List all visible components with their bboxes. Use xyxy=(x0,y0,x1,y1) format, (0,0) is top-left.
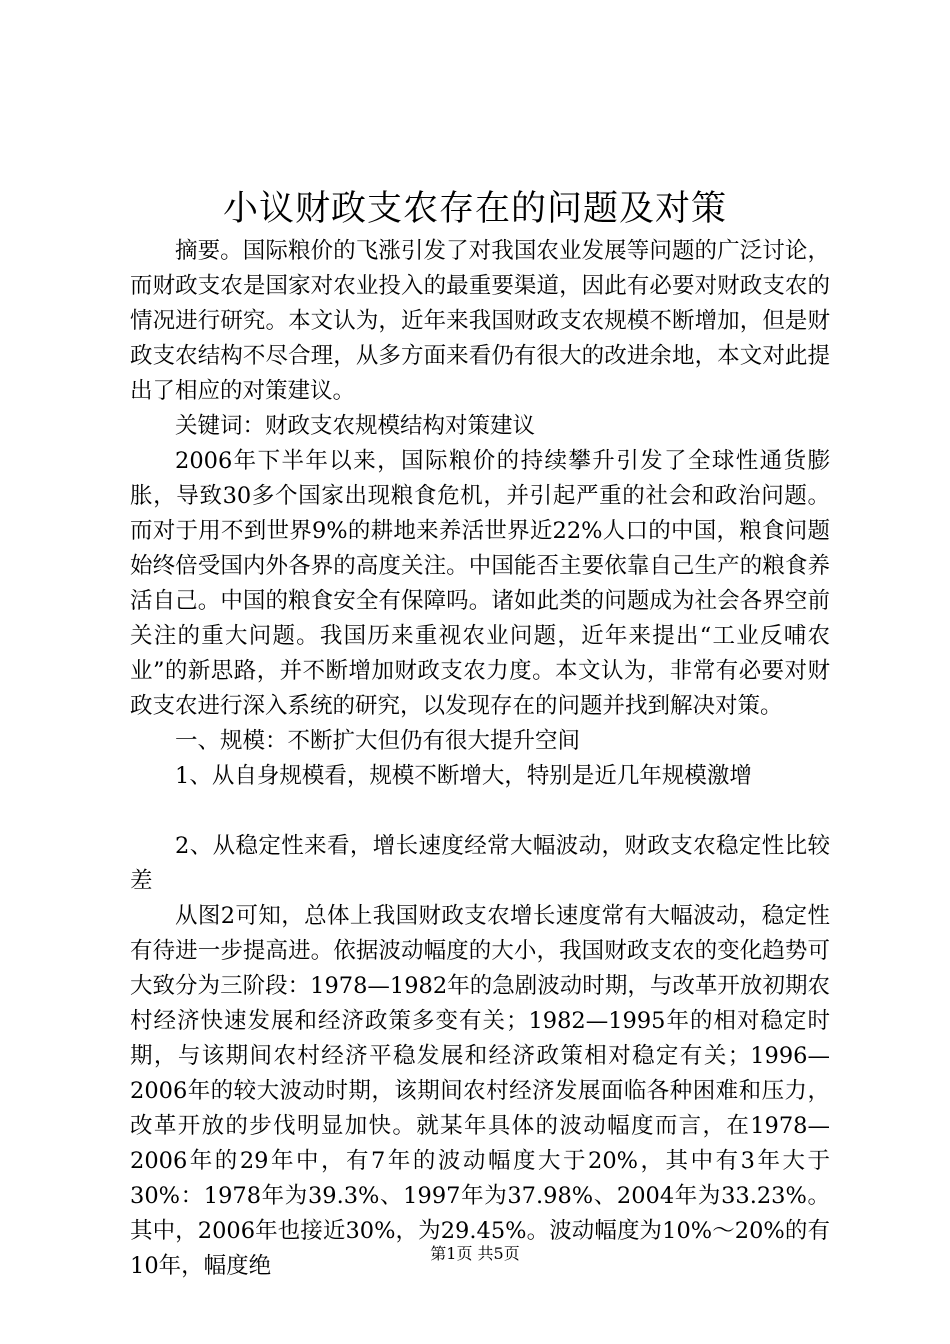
intro-paragraph: 2006年下半年以来，国际粮价的持续攀升引发了全球性通货膨胀，导致30多个国家出现粮食危机，并引起严重的社会和政治问题。而对于用不到世界9%的耕地来养活世界近22%人口的中国，粮食问题始终倍受国内外各界的高度关注。中国能否主要依靠自己生产的粮食养活自己。中国的粮食安全有保障吗。诸如此类的问题成为社会各界空前关注的重大问题。我国历来重视农业问题，近年来提出“工业反哺农业”的新思路，并不断增加财政支农力度。本文认为，非常有必要对财政支农进行深入系统的研究，以发现存在的问题并找到解决对策。 xyxy=(130,448,830,719)
analysis-paragraph: 从图2可知，总体上我国财政支农增长速度常有大幅波动，稳定性有待进一步提高进。依据波动幅度的大小，我国财政支农的变化趋势可大致分为三阶段：1978—1982年的急剧波动时期，与改革开放初期农村经济快速发展和经济政策多变有关；1982—1995年的相对稳定时期，与该期间农村经济平稳发展和经济政策相对稳定有关；1996—2006年的较大波动时期，该期间农村经济发展面临各种困难和压力，改革开放的步伐明显加快。就某年具体的波动幅度而言，在1978—2006年的29年中，有7年的波动幅度大于20%，其中有3年大于30%：1978年为39.3%、1997年为37.98%、2004年为33.23%。其中，2006年也接近30%，为29.45%。波动幅度为10%～20%的有10年，幅度绝 xyxy=(130,903,830,1279)
abstract-paragraph: 摘要。国际粮价的飞涨引发了对我国农业发展等问题的广泛讨论，而财政支农是国家对农业投入的最重要渠道，因此有必要对财政支农的情况进行研究。本文认为，近年来我国财政支农规模不断增加，但是财政支农结构不尽合理，从多方面来看仍有很大的改进余地，本文对此提出了相应的对策建议。 xyxy=(130,238,830,404)
figure-gap xyxy=(130,794,830,829)
subheading-own-scale: 1、从自身规模看，规模不断增大，特别是近几年规模激增 xyxy=(175,763,752,789)
document-body xyxy=(130,234,830,1284)
subheading-stability: 2、从稳定性来看，增长速度经常大幅波动，财政支农稳定性比较差 xyxy=(130,833,830,894)
section-heading-scale: 一、规模：不断扩大但仍有很大提升空间 xyxy=(175,728,581,754)
document-title: 小议财政支农存在的问题及对策 xyxy=(222,189,727,229)
page-footer: 第1页 共5页 xyxy=(430,1244,520,1263)
keywords-paragraph: 关键词：财政支农规模结构对策建议 xyxy=(175,413,536,439)
